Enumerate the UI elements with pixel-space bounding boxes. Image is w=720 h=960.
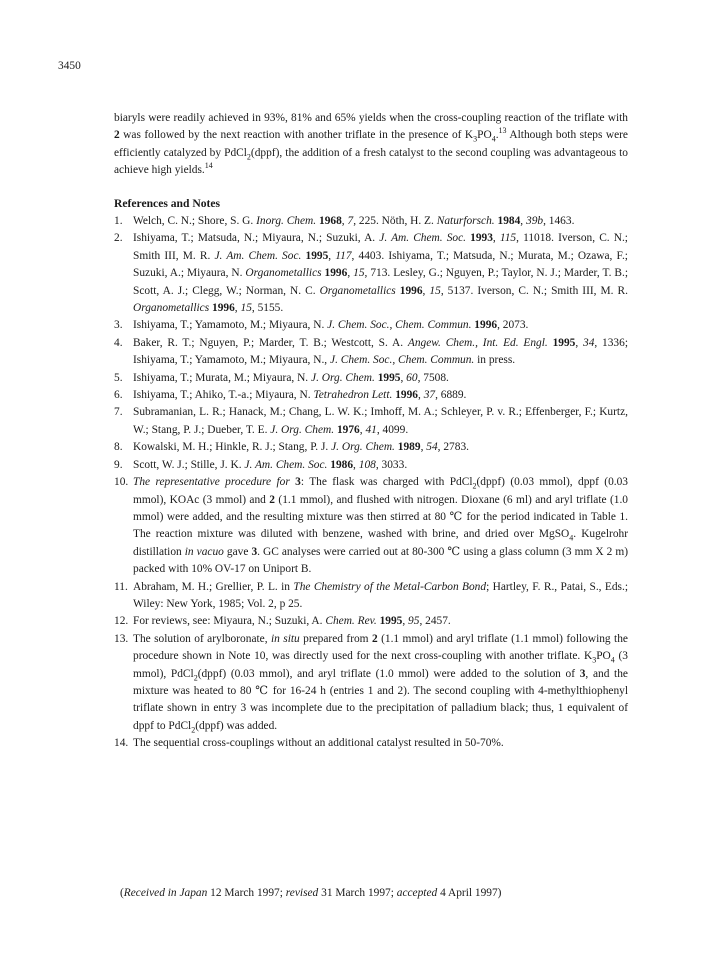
authors: Ishiyama, T.; Matsuda, N.; Miyaura, N.; Suzuki, A. [133,232,376,245]
ref-segment: ; Hartley, F. R., Patai, S., Eds.; Wiley: New York, 1985; Vol. 2, p 25. [133,580,628,610]
year: 1976 [336,423,360,436]
reference-number: 10. [114,476,129,489]
volume: 39b [526,215,544,227]
ref-segment: , 5155. [251,302,284,315]
year: 1996 [212,302,235,315]
ref-segment: : The flask was charged with PdCl [300,476,473,489]
ref-segment: , 6889. [435,389,467,402]
year: 1996 [395,389,418,402]
reference-number: 6. [114,389,123,402]
reference-text: Ishiyama, T.; Ahiko, T.-a.; Miyaura, N. Tetrahedron Lett. 1996, 37, 6889. [133,389,467,402]
intro-text: (dppf), the addition of a fresh catalyst to the second coupling was advantageous to achieve high yields. [114,146,628,177]
ref-segment: (1.1 mmol), and flushed with nitrogen. Dioxane (6 ml) and aryl triflate (1.0 mmol) were added, and the resulting mixture was then stirred at 80 ℃ for the period indicated in Table 1. The reaction mixture was diluted with benzene, washed with brine, and dried over MgSO [133,493,628,541]
reference-text: Subramanian, L. R.; Hanack, M.; Chang, L. W. K.; Imhoff, M. A.; Schleyer, P. v. R.; Effenberger, F.; Kurtz, W.; Stang, P. J.; Dueber, T. E. J. Org. Chem. 1976, 41, 4099. [133,406,628,436]
reference-text [133,474,628,578]
subscript: 2 [193,672,198,682]
ref-segment: (dppf) was added. [195,719,278,732]
volume: 15 [429,284,441,297]
reference-1 [114,213,628,230]
procedure-title: The representative procedure for [133,476,290,489]
note-superscript: 14 [204,161,213,171]
subscript: 3 [592,655,597,665]
authors: For reviews, see: Miyaura, N.; Suzuki, A. [133,615,323,628]
volume: 15 [240,302,252,315]
authors: Welch, C. N.; Shore, S. G. [133,215,254,227]
reference-text [133,317,628,334]
reference-text [133,631,628,735]
authors: Subramanian, L. R.; Hanack, M.; Chang, L. W. K.; Imhoff, M. A.; Schleyer, P. v. R.; Effenberger, F.; Kurtz, W.; Stang, P. J.; Dueber, T. E. [133,406,628,436]
volume: 15 [353,267,365,280]
ref-segment: prepared from [303,632,369,645]
reference-text [133,579,628,614]
intro-text: PO [477,129,492,142]
volume: 34 [583,336,595,349]
book-title: The Chemistry of the Metal-Carbon Bond [293,580,487,593]
ref-segment: , 2783. [437,441,469,454]
ref-segment: , 4099. [376,423,409,436]
received-label: Received in Japan [123,887,208,899]
accepted-label: accepted [396,887,438,899]
ref-segment: , 713. Lesley, G.; Nguyen, P.; Taylor, N. J.; Marder, T. B.; Scott, A. J.; Clegg, W.; Norman, N. C. [133,267,628,297]
year: 1996 [324,267,348,280]
ref-segment: gave [226,545,249,558]
ref-segment: , 5137. Iverson, C. N.; Smith III, M. R. [440,284,628,297]
reference-number: 1. [114,215,123,227]
journal: J. Org. Chem. [331,441,395,454]
year: 1995 [552,336,576,349]
compound-number: 3 [295,476,301,489]
journal: J. Chem. Soc., Chem. Commun. [327,319,472,332]
journal: J. Am. Chem. Soc. [214,249,302,262]
subscript: 3 [473,134,478,144]
revised-date: 31 March 1997; [321,887,394,899]
reference-number: 13. [114,632,129,645]
intro-paragraph [114,110,628,180]
journal: J. Org. Chem. [311,371,375,384]
intro-text: . [495,129,499,142]
reference-list [114,213,628,753]
compound-number: 2 [371,632,378,645]
year: 1968 [319,215,342,227]
italic-term: in situ [270,632,300,645]
subscript: 2 [472,481,477,491]
ref-segment: , 3033. [375,458,408,471]
volume: 60 [406,371,418,384]
ref-segment: (dppf) (0.03 mmol), and aryl triflate (1.0 mmol) were added to the solution of [197,667,576,680]
year: 1995 [377,371,401,384]
journal: Angew. Chem., Int. Ed. Engl. [407,336,548,349]
journal: Inorg. Chem. [256,215,317,227]
intro-text: was followed by the next reaction with another triflate in the presence of K [123,129,474,142]
ref-segment: (1.1 mmol) and aryl triflate (1.1 mmol) following the procedure shown in Note 10, was directly used for the next cross-coupling with another triflate. K [133,632,628,663]
ref-segment: . Kugelrohr distillation [133,528,629,558]
reference-10 [114,474,628,578]
volume: 54 [426,441,438,454]
reference-12 [114,613,628,630]
reference-text: Baker, R. T.; Nguyen, P.; Marder, T. B.; Westcott, S. A. Angew. Chem., Int. Ed. Engl. 1995, 34, 1336; Ishiyama, T.; Yamamoto, M.; Miyaura, N., J. Chem. Soc., Chem. Commun. in press. [133,336,628,367]
journal: Organometallics [319,284,396,297]
ref-segment: , 2457. [419,615,451,628]
year: 1996 [474,319,498,332]
paren: ( [120,887,124,899]
ref-segment: , 1336; Ishiyama, T.; Yamamoto, M.; Miyaura, N., [133,336,628,367]
year: 1984 [497,215,521,227]
journal: J. Am. Chem. Soc. [244,458,328,471]
authors: Kowalski, M. H.; Hinkle, R. J.; Stang, P. J. [133,441,329,454]
reference-number: 2. [114,232,123,245]
authors: Ishiyama, T.; Ahiko, T.-a.; Miyaura, N. [133,389,311,402]
volume: 95 [408,615,420,628]
volume: 117 [335,249,352,262]
volume: 7 [347,215,354,227]
compound-number: 3 [579,667,586,680]
subscript: 2 [246,152,251,162]
reference-text: Scott, W. J.; Stille, J. K. J. Am. Chem. Soc. 1986, 108, 3033. [133,458,408,471]
intro-text: biaryls were readily achieved in 93%, 81% and 65% yields when the cross-coupling reaction of the triflate with [114,112,628,124]
journal: Naturforsch. [436,215,495,227]
ref-segment: , 2073. [497,319,529,332]
ref-segment: The sequential cross-couplings without an additional catalyst resulted in 50-70%. [133,737,504,750]
subscript: 4 [610,655,615,665]
authors: Baker, R. T.; Nguyen, P.; Marder, T. B.; Westcott, S. A. [133,336,404,349]
received-date: 12 March 1997; [210,887,283,899]
year: 1993 [470,232,493,245]
reference-number: 12. [114,615,129,628]
ref-segment: , 7508. [417,371,449,384]
journal: Chem. Rev. [325,615,377,628]
reference-number: 9. [114,458,123,471]
year: 1995 [379,615,403,628]
reference-3 [114,317,628,334]
reference-text [133,735,628,752]
reference-2 [114,230,628,317]
year: 1995 [305,249,329,262]
reference-13 [114,631,628,735]
reference-14 [114,735,628,752]
reference-8 [114,439,628,456]
reference-number: 4. [114,336,123,349]
subscript: 2 [191,725,196,735]
reference-number: 7. [114,406,123,419]
ref-segment: , 1463. [543,215,575,227]
reference-5 [114,370,628,387]
ref-segment: PO [596,650,611,663]
year: 1986 [330,458,354,471]
compound-number: 3 [251,545,258,558]
authors: Scott, W. J.; Stille, J. K. [133,458,242,471]
ref-segment: , 11018. Iverson, C. N.; Smith III, M. R. [133,232,628,262]
subscript: 4 [491,134,496,144]
authors: Ishiyama, T.; Murata, M.; Miyaura, N. [133,371,309,384]
volume: 37 [423,389,436,402]
compound-number: 2 [114,129,120,142]
reference-9 [114,457,628,474]
ref-segment: in press. [477,354,516,367]
ref-segment: The solution of arylboronate, [133,632,268,645]
ref-segment: , 4403. Ishiyama, T.; Matsuda, N.; Murata, M.; Ozawa, F.; Suzuki, A.; Miyaura, N. [133,249,628,280]
ref-segment: , 225. Nöth, H. Z. [353,215,434,227]
journal: J. Org. Chem. [270,423,335,436]
compound-number: 2 [269,493,275,506]
volume: 115 [499,232,517,245]
journal: Organometallics [133,302,210,315]
page-number: 3450 [58,60,81,72]
reference-number: 11. [114,580,128,593]
authors: Abraham, M. H.; Grellier, P. L. in [133,580,290,593]
reference-number: 3. [114,319,123,332]
reference-number: 5. [114,371,123,384]
italic-term: in vacuo [184,545,224,558]
reference-text: Kowalski, M. H.; Hinkle, R. J.; Stang, P. J. J. Org. Chem. 1989, 54, 2783. [133,441,469,454]
year: 1989 [397,441,421,454]
note-superscript: 13 [498,126,507,136]
journal: J. Chem. Soc., Chem. Commun. [330,354,475,367]
reference-11 [114,579,628,614]
reference-number: 8. [114,441,123,454]
subscript: 4 [569,533,574,543]
journal: Organometallics [245,267,322,280]
revised-label: revised [285,887,319,899]
intro-text: Although both steps were efficiently catalyzed by PdCl [114,129,628,159]
reference-6 [114,387,628,404]
year: 1996 [399,284,423,297]
ref-segment: (dppf) (0.03 mmol), dppf (0.03 mmol), KOAc (3 mmol) and [133,476,628,506]
ref-segment: (3 mmol), PdCl [133,650,628,680]
reference-number: 14. [114,737,129,750]
ref-segment: . GC analyses were carried out at 80-300 ℃ using a glass column (3 mm X 2 m) packed with 10% OV-17 on Uniport B. [133,545,628,576]
section-heading: References and Notes [114,197,221,210]
journal: J. Am. Chem. Soc. [379,232,467,245]
reference-4 [114,335,628,370]
reference-text: Ishiyama, T.; Murata, M.; Miyaura, N. J. Org. Chem. 1995, 60, 7508. [133,371,449,384]
volume: 108 [358,458,376,471]
journal: Tetrahedron Lett. [313,389,393,402]
received-dates [120,885,501,902]
ref-segment: , and the mixture was heated to 80 ℃ for 16-24 h (entries 1 and 2). The second coupling with 4-methylthiophenyl triflate shown in entry 3 was incomplete due to the precipitation of palladium black; thus, 1 equivalent of dppf to PdCl [133,667,628,732]
authors: Ishiyama, T.; Yamamoto, M.; Miyaura, N. [133,319,325,332]
reference-text: For reviews, see: Miyaura, N.; Suzuki, A. Chem. Rev. 1995, 95, 2457. [133,615,451,628]
reference-text: Ishiyama, T.; Matsuda, N.; Miyaura, N.; Suzuki, A. J. Am. Chem. Soc. 1993, 115, 11018. Iverson, C. N.; Smith III, M. R. J. Am. Chem. Soc. 1995, 117, 4403. Ishiyama, T.; Matsuda, N.; Murata, M.; Ozawa, F.; Suzuki, A.; Miyaura, N. Organometallics 1996, 15, 713. Lesley, G.; Nguyen, P.; Taylor, N. J.; Marder, T. B.; Scott, A. J.; Clegg, W.; Norman, N. C. Organometallics 1996, 15, 5137. Iverson, C. N.; Smith III, M. R. Organometallics 1996, 15, 5155. [133,232,628,315]
reference-text: Welch, C. N.; Shore, S. G. Inorg. Chem. 1968, 7, 225. Nöth, H. Z. Naturforsch. 1984, 39b, 1463. [133,215,575,227]
accepted-date: 4 April 1997) [440,887,502,899]
volume: 41 [365,423,377,436]
reference-7 [114,404,628,439]
